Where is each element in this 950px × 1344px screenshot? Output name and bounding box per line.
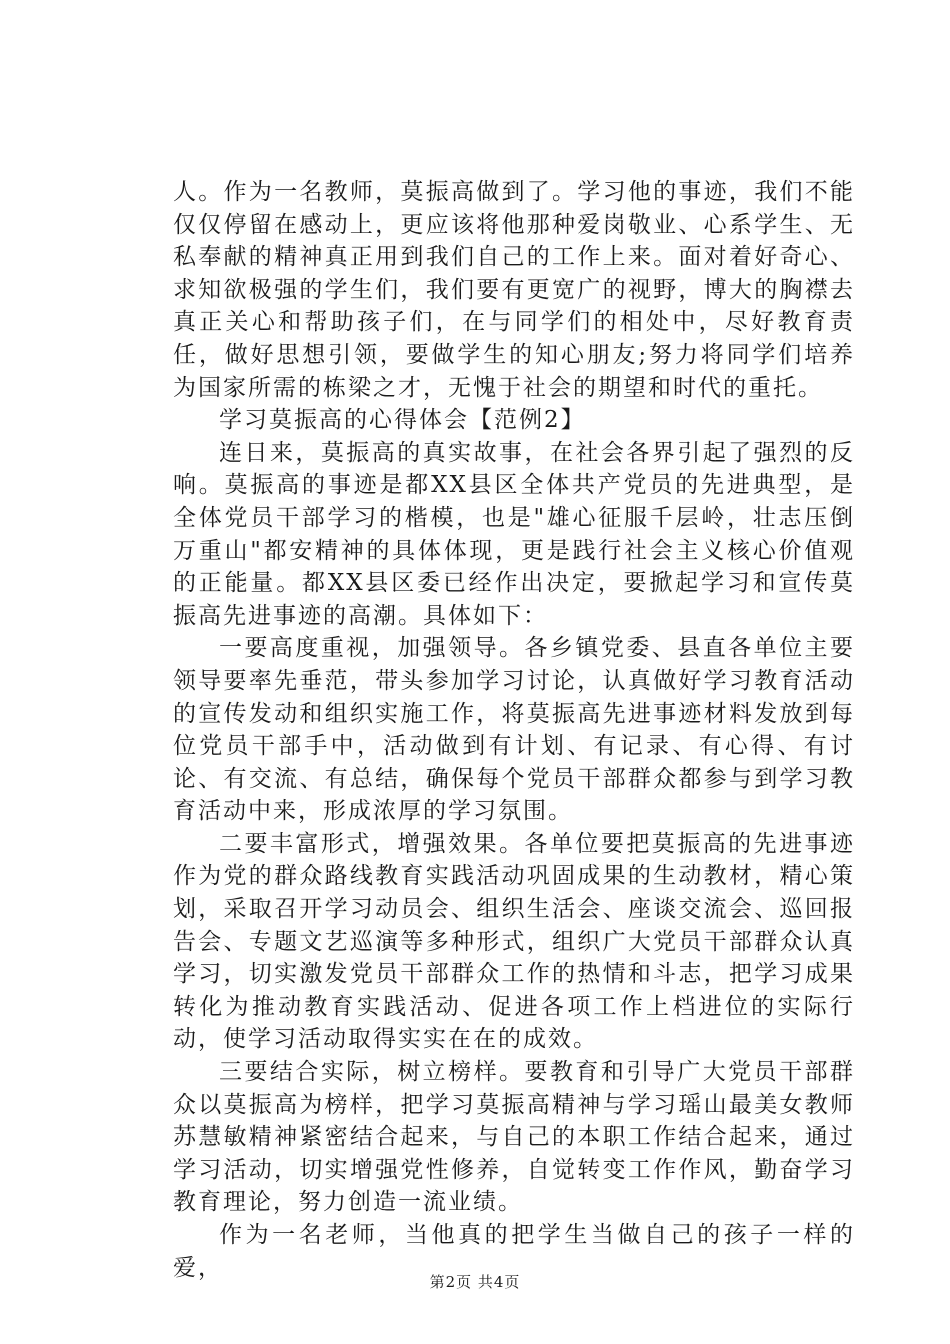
section-heading: 学习莫振高的心得体会【范例2】 [219,407,586,434]
document-body [173,176,855,1284]
paragraph-intro: 连日来，莫振高的真实故事，在社会各界引起了强烈的反响。莫振高的事迹是都XX县区全体共产党员的先进典型，是全体党员干部学习的楷模，也是"雄心征服千层岭，壮志压倒万重山"都安精神的具体体现，更是践行社会主义核心价值观的正能量。都XX县区委已经作出决定，要掀起学习和宣传莫振高先进事迹的高潮。具体如下： [173,439,855,629]
paragraph-point-1: 一要高度重视，加强领导。各乡镇党委、县直各单位主要领导要率先垂范，带头参加学习讨论，认真做好学习教育活动的宣传发动和组织实施工作，将莫振高先进事迹材料发放到每位党员干部手中，活动做到有计划、有记录、有心得、有讨论、有交流、有总结，确保每个党员干部群众都参与到学习教育活动中来，形成浓厚的学习氛围。 [173,635,855,825]
paragraph-point-2: 二要丰富形式，增强效果。各单位要把莫振高的先进事迹作为党的群众路线教育实践活动巩固成果的生动教材，精心策划，采取召开学习动员会、组织生活会、座谈交流会、巡回报告会、专题文艺巡演等多种形式，组织广大党员干部群众认真学习，切实激发党员干部群众工作的热情和斗志，把学习成果转化为推动教育实践活动、促进各项工作上档进位的实际行动，使学习活动取得实实在在的成效。 [173,830,855,1053]
page-number-footer: 第2页 共4页 [429,1273,521,1291]
paragraph-continued: 人。作为一名教师，莫振高做到了。学习他的事迹，我们不能仅仅停留在感动上，更应该将他那种爱岗敬业、心系学生、无私奉献的精神真正用到我们自己的工作上来。面对着好奇心、求知欲极强的学生们，我们要有更宽广的视野，博大的胸襟去真正关心和帮助孩子们，在与同学们的相处中，尽好教育责任，做好思想引领，要做学生的知心朋友;努力将同学们培养为国家所需的栋梁之才，无愧于社会的期望和时代的重托。 [173,179,855,401]
paragraph-closing: 作为一名老师，当他真的把学生当做自己的孩子一样的爱， [173,1222,855,1281]
paragraph-point-3: 三要结合实际，树立榜样。要教育和引导广大党员干部群众以莫振高为榜样，把学习莫振高精神与学习瑶山最美女教师苏慧敏精神紧密结合起来，与自己的本职工作结合起来，通过学习活动，切实增强党性修养，自觉转变工作作风，勤奋学习教育理论，努力创造一流业绩。 [173,1059,855,1216]
